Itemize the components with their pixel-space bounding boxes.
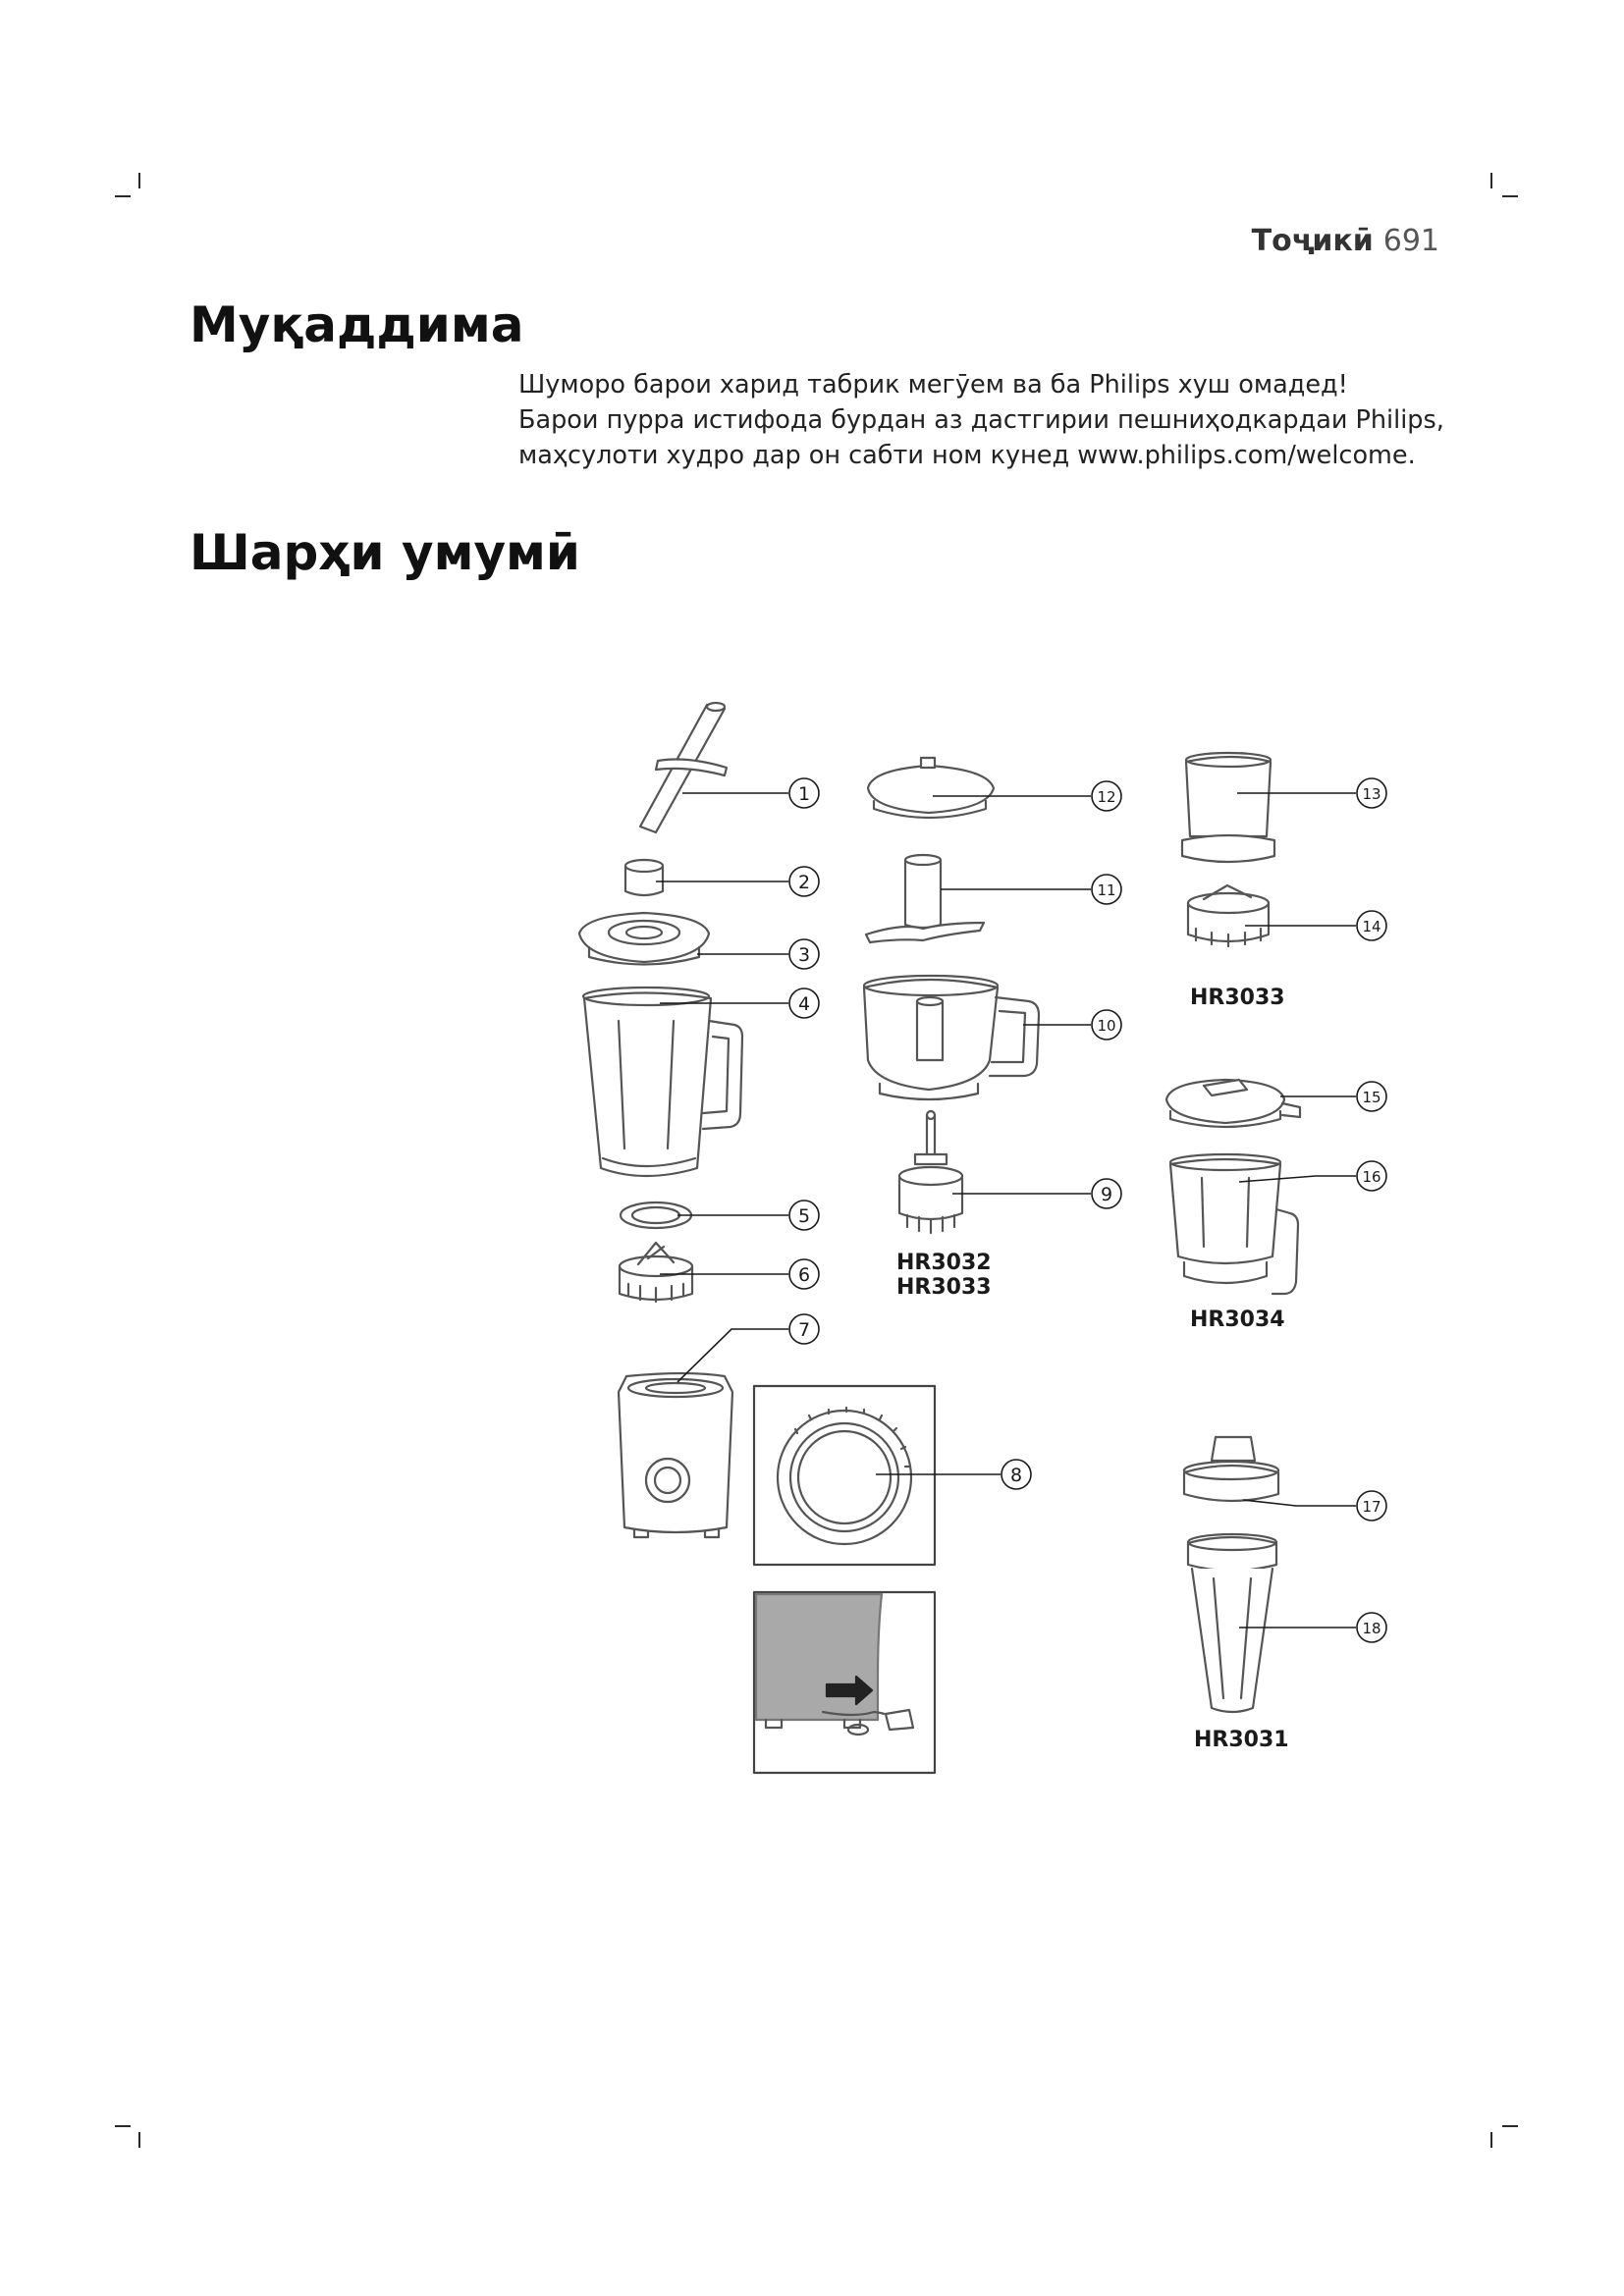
introduction-heading: Муқаддима	[189, 296, 524, 353]
callout-8-label: 8	[1009, 1465, 1023, 1486]
callout-18-label: 18	[1362, 1620, 1381, 1637]
callout-3-label: 3	[797, 944, 811, 966]
callout-14-label: 14	[1362, 918, 1381, 935]
callout-14	[1357, 911, 1386, 940]
intro-line-3: маҳсулоти худро дар он сабти ном кунед www.philips.com/welcome.	[518, 441, 1416, 470]
callout-4-label: 4	[797, 993, 811, 1015]
motor-unit-illustration	[619, 1373, 732, 1537]
blade-unit-illustration	[620, 1243, 692, 1302]
grinder-cup-illustration	[1182, 753, 1274, 862]
processor-bowl-illustration	[864, 976, 1039, 1099]
chopping-blade-illustration	[866, 855, 984, 942]
processor-lid-illustration	[868, 758, 994, 818]
callout-16	[1357, 1161, 1386, 1191]
callout-15	[1357, 1082, 1386, 1111]
bottle-illustration	[1188, 1534, 1276, 1712]
callout-11-label: 11	[1097, 881, 1116, 899]
callout-7-label: 7	[797, 1319, 811, 1341]
callout-12-label: 12	[1097, 788, 1116, 806]
model-label-hr3033-top: HR3033	[1190, 986, 1285, 1010]
callout-1-label: 1	[797, 783, 811, 805]
callout-4	[789, 988, 819, 1018]
jug-illustration	[1170, 1154, 1298, 1294]
callout-16-label: 16	[1362, 1168, 1381, 1186]
jug-lid-illustration	[1166, 1080, 1300, 1127]
callout-10-label: 10	[1097, 1017, 1116, 1035]
callout-17	[1357, 1491, 1386, 1521]
model-label-hr3031: HR3031	[1194, 1728, 1289, 1752]
model-label-hr3033-mid: HR3033	[896, 1275, 992, 1300]
page-number: 691	[1382, 224, 1439, 258]
tamper-illustration	[640, 703, 727, 832]
drive-coupling-illustration	[899, 1111, 962, 1233]
callout-17-label: 17	[1362, 1498, 1381, 1516]
measuring-cap-illustration	[625, 860, 663, 895]
callout-7	[789, 1314, 819, 1344]
callout-2	[789, 867, 819, 896]
callout-9-label: 9	[1100, 1184, 1113, 1205]
model-label-hr3032: HR3032	[896, 1251, 992, 1275]
callout-8	[1001, 1460, 1031, 1489]
callout-12	[1092, 781, 1121, 811]
callout-9	[1092, 1179, 1121, 1208]
callout-6	[789, 1259, 819, 1289]
callout-2-label: 2	[797, 872, 811, 893]
model-label-hr3034: HR3034	[1190, 1308, 1285, 1332]
callout-15-label: 15	[1362, 1089, 1381, 1106]
callout-5-label: 5	[797, 1205, 811, 1227]
overview-heading: Шарҳи умумӣ	[189, 524, 580, 581]
callout-5	[789, 1201, 819, 1230]
callout-3	[789, 939, 819, 969]
callout-1	[789, 778, 819, 808]
bottle-lid-illustration	[1184, 1437, 1278, 1501]
blender-lid-illustration	[579, 913, 709, 965]
callout-11	[1092, 875, 1121, 904]
callout-6-label: 6	[797, 1264, 811, 1286]
callout-18	[1357, 1613, 1386, 1642]
cord-storage-detail	[754, 1592, 935, 1773]
callout-10	[1092, 1010, 1121, 1040]
language-label: Тоҷикӣ	[1251, 224, 1374, 258]
grinder-blade-illustration	[1188, 885, 1269, 946]
callout-13	[1357, 778, 1386, 808]
control-dial-detail	[754, 1386, 935, 1565]
callout-13-label: 13	[1362, 785, 1381, 803]
blender-jar-illustration	[583, 988, 742, 1176]
intro-line-2: Барои пурра истифода бурдан аз дастгирии пешниҳодкардаи Philips,	[518, 405, 1444, 435]
intro-line-1: Шуморо барои харид табрик мегӯем ва ба Philips хуш омадед!	[518, 370, 1348, 400]
